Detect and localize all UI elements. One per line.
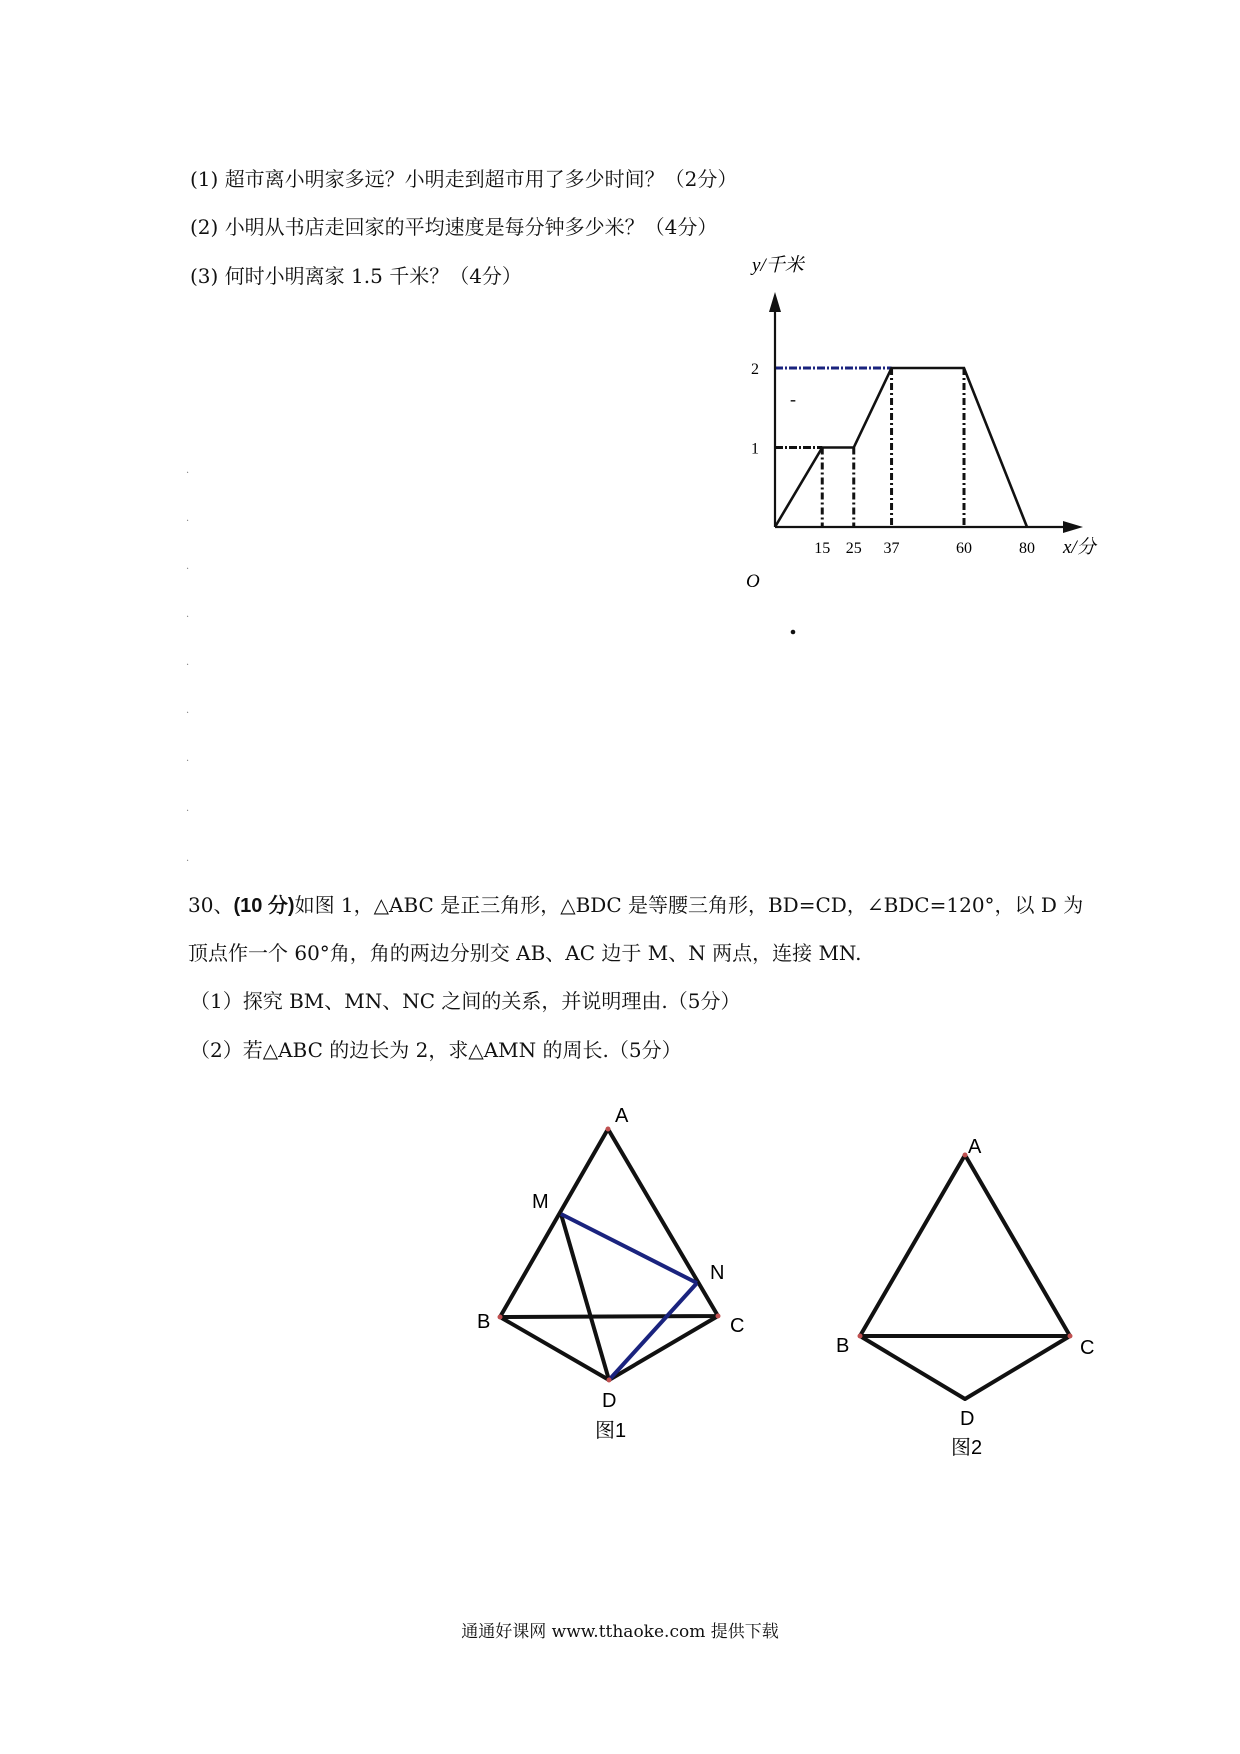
margin-dot: · (186, 516, 190, 527)
margin-dot: · (186, 856, 190, 867)
vertex-point (607, 1378, 612, 1383)
y-axis-label: y/千米 (752, 255, 804, 276)
chart-axes (769, 292, 1083, 533)
stray-mark: - (790, 389, 796, 409)
x-tick-label: 80 (1019, 540, 1035, 557)
label-c: C (730, 1315, 745, 1337)
margin-dot: · (186, 660, 190, 671)
label-n: N (710, 1262, 725, 1284)
label-c: C (1080, 1337, 1095, 1359)
label-m: M (532, 1191, 549, 1213)
figure-2 (836, 1136, 1094, 1459)
problem29-question-1: (1) 超市离小明家多远？小明走到超市用了多少时间？（2分） (190, 167, 738, 191)
label-d: D (602, 1390, 617, 1412)
label-a: A (615, 1105, 629, 1127)
vertex-point (963, 1153, 968, 1158)
x-axis-label: x/分 (1063, 537, 1096, 558)
x-tick-label: 37 (883, 540, 900, 557)
stray-dot (791, 630, 796, 635)
label-b: B (836, 1335, 850, 1357)
label-d: D (960, 1408, 975, 1430)
problem30-question-2: （2）若△ABC 的边长为 2，求△AMN 的周长.（5分） (190, 1038, 682, 1062)
label-b: B (477, 1311, 491, 1333)
problem30-stem-line1 (188, 889, 1083, 918)
problem-stem: 如图 1，△ABC 是正三角形，△BDC 是等腰三角形，BD=CD，∠BDC=120°，以 D 为 (294, 893, 1084, 917)
distance-time-chart (0, 0, 1240, 700)
triangle-bdc-sides (500, 1316, 718, 1380)
vertex-point (1068, 1334, 1073, 1339)
triangle-abc (860, 1155, 1070, 1336)
margin-dot: · (186, 806, 190, 817)
y-tick-label: 1 (751, 440, 759, 458)
x-tick-label: 25 (845, 540, 862, 557)
figure1-caption: 图1 (595, 1420, 627, 1442)
margin-dot: · (186, 468, 190, 479)
problem30-question-1: （1）探究 BM、MN、NC 之间的关系，并说明理由.（5分） (190, 989, 741, 1013)
triangle-abc (500, 1129, 718, 1317)
geometry-figures (0, 1080, 1240, 1480)
margin-dot: · (186, 756, 190, 767)
vertex-point (858, 1334, 863, 1339)
margin-dot: · (186, 708, 190, 719)
y-axis-arrow (769, 292, 781, 312)
problem30-stem-line2: 顶点作一个 60°角，角的两边分别交 AB、AC 边于 M、N 两点，连接 MN. (188, 941, 862, 965)
x-tick-label: 15 (814, 540, 831, 557)
label-a: A (968, 1136, 982, 1158)
problem29-question-2: (2) 小明从书店走回家的平均速度是每分钟多少米？（4分） (190, 215, 718, 239)
vertex-point (498, 1315, 503, 1320)
x-tick-label: 60 (956, 540, 972, 557)
segment-nd (609, 1283, 697, 1380)
problem-number: 30、 (188, 893, 234, 917)
footer-text: 通通好课网 www.tthaoke.com 提供下载 (461, 1622, 779, 1642)
series-line (775, 368, 1027, 527)
vertex-point (716, 1314, 721, 1319)
problem-points: (10 分) (233, 895, 295, 917)
x-axis-arrow (1063, 521, 1083, 533)
vertex-point (606, 1127, 611, 1132)
problem29-question-3: (3) 何时小明离家 1.5 千米？（4分） (190, 264, 522, 288)
origin-label: O (746, 571, 760, 592)
margin-dot: · (186, 564, 190, 575)
figure2-caption: 图2 (951, 1437, 983, 1459)
figure-1 (477, 1105, 744, 1442)
y-tick-label: 2 (751, 361, 759, 378)
margin-dot: · (186, 612, 190, 623)
chart-guide-lines (775, 368, 964, 527)
triangle-bdc-sides (860, 1336, 1070, 1399)
